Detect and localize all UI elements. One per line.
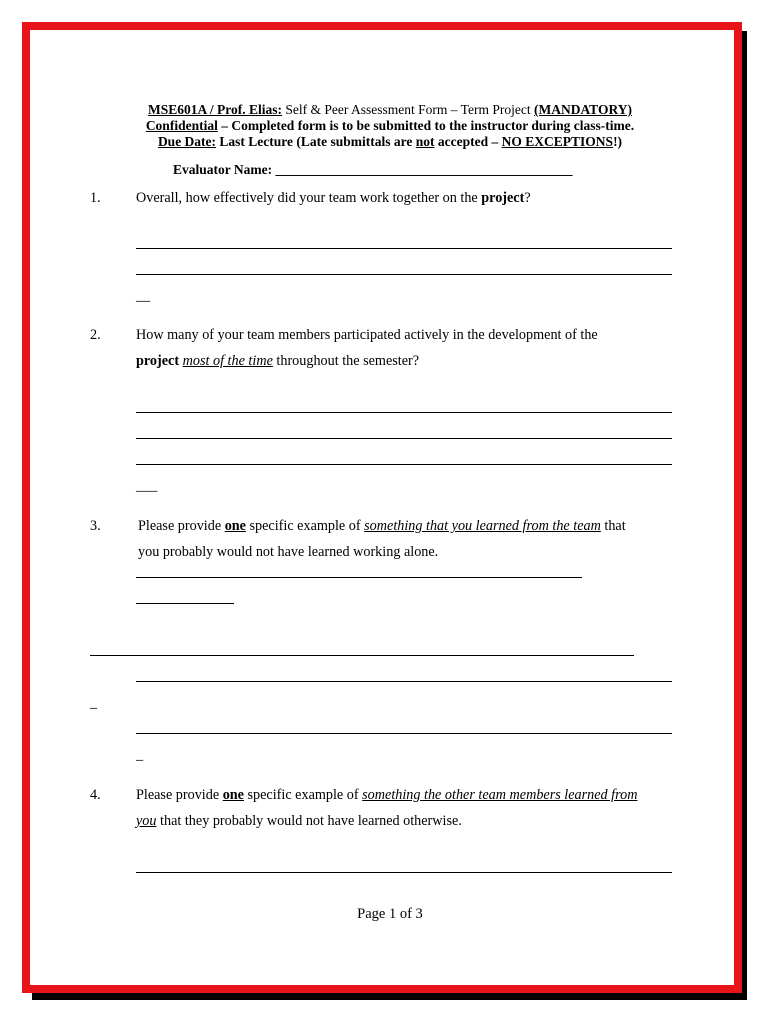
confidential-text: – Completed form is to be submitted to the instructor during class-time. bbox=[217, 118, 635, 133]
q1-bold: project bbox=[481, 190, 525, 206]
q4-text-b: specific example of bbox=[243, 787, 363, 803]
form-title: Self & Peer Assessment Form – Term Project bbox=[282, 102, 534, 117]
no-exceptions-label: NO EXCEPTIONS bbox=[501, 134, 614, 149]
q2-number: 2. bbox=[90, 327, 101, 343]
q3-line2: you probably would not have learned working alone. bbox=[138, 544, 439, 560]
q1-text-a: Overall, how effectively did your team work together on the bbox=[136, 190, 482, 206]
evaluator-name-label: Evaluator Name: bbox=[173, 162, 273, 177]
q1-answer-line-2[interactable] bbox=[136, 274, 672, 275]
q4-italic2: you bbox=[136, 813, 157, 829]
q3-stray-dash-1: _ bbox=[90, 695, 98, 711]
q3-text-b: specific example of bbox=[245, 518, 365, 534]
q3-answer-line-3[interactable] bbox=[90, 655, 634, 656]
evaluator-name-field[interactable]: ____________________________________________ bbox=[275, 162, 573, 177]
q2-italic: most of the time bbox=[182, 353, 273, 369]
q4-number: 4. bbox=[90, 787, 101, 803]
q3-text-a: Please provide bbox=[138, 518, 225, 534]
q2-answer-line-1[interactable] bbox=[136, 412, 672, 413]
q1-trailing: __ bbox=[136, 288, 151, 304]
q2-trailing: ___ bbox=[136, 478, 158, 494]
confidential-label: Confidential bbox=[145, 118, 218, 133]
due-date-end: !) bbox=[613, 134, 623, 149]
q1-text bbox=[136, 190, 531, 207]
q3-answer-line-4[interactable] bbox=[136, 681, 672, 682]
q1-answer-line-1[interactable] bbox=[136, 248, 672, 249]
due-date-label: Due Date: bbox=[157, 134, 217, 149]
due-date-line bbox=[30, 134, 750, 150]
course-label: MSE601A / Prof. Elias: bbox=[148, 102, 283, 117]
q1-number: 1. bbox=[90, 190, 101, 206]
mandatory-label: (MANDATORY) bbox=[533, 102, 632, 117]
page-number: Page 1 of 3 bbox=[357, 906, 423, 922]
q2-line2 bbox=[136, 353, 419, 370]
q3-bold: one bbox=[224, 518, 246, 534]
due-date-text: Last Lecture (Late submittals are bbox=[216, 134, 416, 149]
confidential-line bbox=[30, 118, 750, 134]
not-word: not bbox=[415, 134, 435, 149]
q1-text-b: ? bbox=[524, 190, 531, 206]
q2-answer-line-3[interactable] bbox=[136, 464, 672, 465]
q3-number: 3. bbox=[90, 518, 101, 534]
q3-answer-line-2[interactable] bbox=[136, 603, 234, 604]
q3-italic: something that you learned from the team bbox=[364, 518, 601, 534]
q4-line2-rest: that they probably would not have learned otherwise. bbox=[156, 813, 462, 829]
q3-text-c: that bbox=[600, 518, 626, 534]
q3-answer-line-5[interactable] bbox=[136, 733, 672, 734]
q4-line2 bbox=[136, 813, 462, 830]
q3-text bbox=[138, 518, 626, 535]
q4-text-a: Please provide bbox=[136, 787, 223, 803]
accepted-text: accepted – bbox=[434, 134, 502, 149]
q4-text bbox=[136, 787, 637, 804]
q4-italic: something the other team members learned from bbox=[362, 787, 638, 803]
q3-answer-line-1[interactable] bbox=[136, 577, 582, 578]
q2-bold: project bbox=[136, 353, 180, 369]
q2-answer-line-2[interactable] bbox=[136, 438, 672, 439]
q2-line1: How many of your team members participated actively in the development of the bbox=[136, 327, 598, 343]
form-title-line bbox=[30, 102, 750, 118]
q4-answer-line-1[interactable] bbox=[136, 872, 672, 873]
document-page bbox=[22, 22, 742, 993]
q4-bold: one bbox=[222, 787, 244, 803]
q3-stray-dash-2: _ bbox=[136, 747, 144, 763]
q2-rest: throughout the semester? bbox=[272, 353, 420, 369]
evaluator-name-row bbox=[173, 162, 573, 178]
